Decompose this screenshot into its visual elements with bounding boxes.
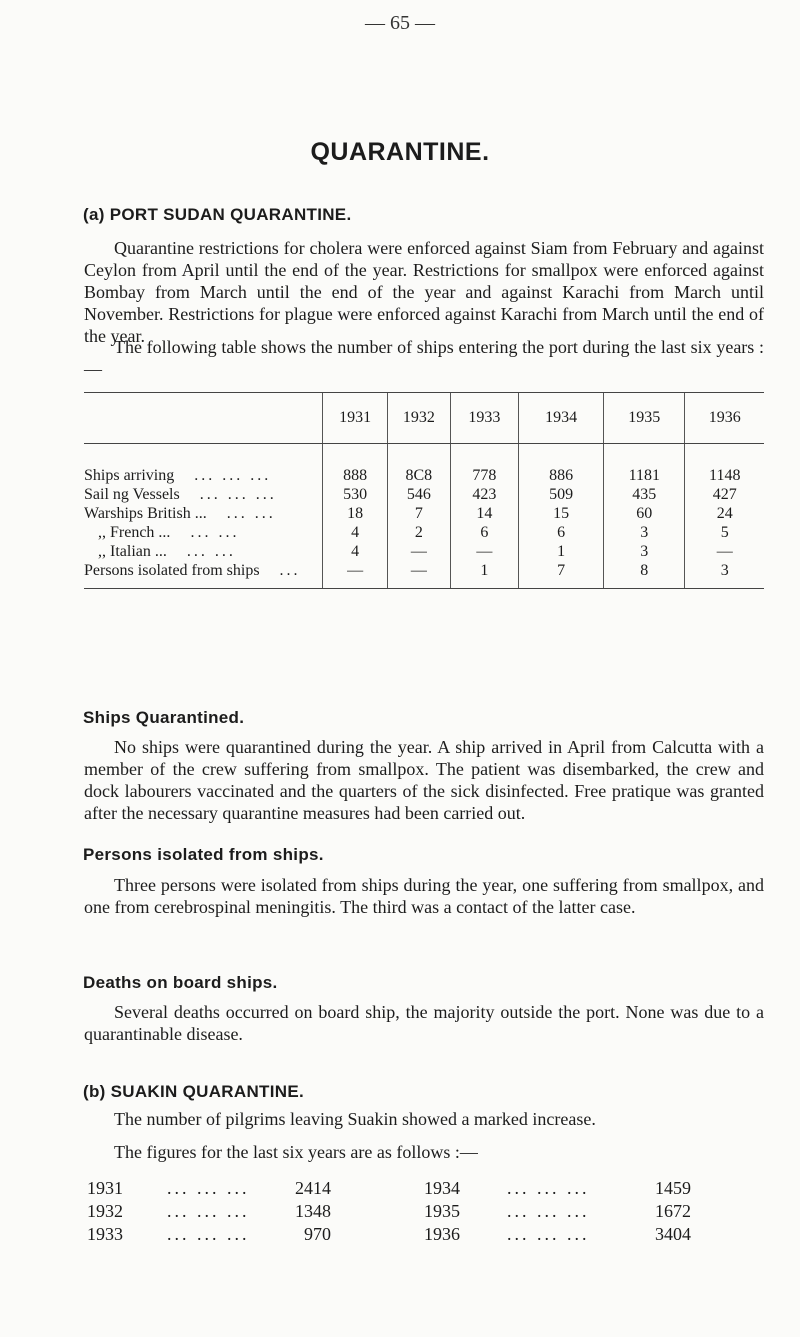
table-header-row <box>84 393 764 444</box>
table-cell: 509 <box>519 485 604 504</box>
pilgrim-count: 1459 <box>655 1178 691 1198</box>
ships-table <box>84 392 764 589</box>
table-cell: 427 <box>685 485 764 504</box>
pilgrim-year: 1933 <box>87 1224 123 1244</box>
table-cell: 7 <box>519 561 604 580</box>
section-a-paragraph-2: The following table shows the number of ships entering the port during the last six years :— <box>84 337 764 379</box>
table-row <box>84 523 764 542</box>
table-cell: 778 <box>450 466 518 485</box>
table-cell: 15 <box>519 504 604 523</box>
table-cell: 8C8 <box>387 466 450 485</box>
pilgrim-year: 1936 <box>424 1224 460 1244</box>
list-item <box>87 1200 727 1223</box>
table-cell: 18 <box>323 504 388 523</box>
pilgrim-count: 970 <box>304 1224 331 1244</box>
table-cell: 8 <box>604 561 685 580</box>
table-cell: 888 <box>323 466 388 485</box>
table-cell: — <box>323 561 388 580</box>
leader-dots: ... ... ... <box>507 1201 590 1221</box>
table-header-label <box>84 393 323 444</box>
pilgrim-year: 1932 <box>87 1201 123 1221</box>
table-row <box>84 542 764 561</box>
table-cell: 1 <box>519 542 604 561</box>
row-label: Ships arriving ... ... ... <box>84 466 272 484</box>
table-cell: 530 <box>323 485 388 504</box>
page-title: QUARANTINE. <box>310 138 490 166</box>
persons-isolated-heading: Persons isolated from ships. <box>83 845 324 864</box>
row-label: Warships British ... ... ... <box>84 504 276 522</box>
table-cell: 60 <box>604 504 685 523</box>
pilgrim-count: 1672 <box>655 1201 691 1221</box>
table-header-year: 1936 <box>685 393 764 444</box>
section-b-paragraph-1: The number of pilgrims leaving Suakin showed a marked increase. <box>114 1109 596 1129</box>
pilgrim-year: 1931 <box>87 1178 123 1198</box>
row-label: Sail ng Vessels ... ... ... <box>84 485 277 503</box>
pilgrim-year: 1934 <box>424 1178 460 1198</box>
table-cell: 1148 <box>685 466 764 485</box>
table-cell: 24 <box>685 504 764 523</box>
section-a-paragraph-1: Quarantine restrictions for cholera were enforced against Siam from February and against Ceylon from April until the end of the year. Restrictions for smallpox were enforced against Bombay from March until the end of the year and against Karachi from March until November. Restrictions for plague were enforced against Karachi from March until the end of the year. <box>84 238 764 346</box>
page-number: — 65 — <box>365 12 435 34</box>
table-header-year: 1935 <box>604 393 685 444</box>
table-cell: 7 <box>387 504 450 523</box>
table-cell: 4 <box>323 523 388 542</box>
table-header-year: 1932 <box>387 393 450 444</box>
table-cell: 1 <box>450 561 518 580</box>
section-b-heading: (b) SUAKIN QUARANTINE. <box>83 1082 304 1101</box>
pilgrim-count: 2414 <box>295 1178 331 1198</box>
row-label: Persons isolated from ships ... <box>84 561 301 579</box>
table-row <box>84 485 764 504</box>
table-header-year: 1931 <box>323 393 388 444</box>
table-cell: — <box>387 542 450 561</box>
row-label: ,, French ... ... ... <box>98 523 240 541</box>
table-cell: 6 <box>450 523 518 542</box>
section-b-paragraph-2: The figures for the last six years are as follows :— <box>114 1142 478 1162</box>
row-label: ,, Italian ... ... ... <box>98 542 236 560</box>
table-cell: 3 <box>685 561 764 580</box>
pilgrim-count: 3404 <box>655 1224 691 1244</box>
table-row <box>84 466 764 485</box>
table-row <box>84 504 764 523</box>
table-cell: 14 <box>450 504 518 523</box>
deaths-heading: Deaths on board ships. <box>83 973 278 992</box>
table-cell: — <box>685 542 764 561</box>
pilgrim-count: 1348 <box>295 1201 331 1221</box>
table-row <box>84 561 764 580</box>
table-cell: 3 <box>604 523 685 542</box>
list-item <box>87 1177 727 1200</box>
ships-quarantined-text: No ships were quarantined during the year. A ship arrived in April from Calcutta with a member of the crew suffering from smallpox. The patient was disembarked, the crew and dock labourers vaccinated and the quarters of the sick disinfected. Free pratique was granted after the necessary quarantine measures had been carried out. <box>84 737 764 823</box>
table-cell: 6 <box>519 523 604 542</box>
deaths-text: Several deaths occurred on board ship, the majority outside the port. None was due to a quarantinable disease. <box>84 1002 764 1044</box>
table-cell: 886 <box>519 466 604 485</box>
pilgrims-list <box>87 1177 727 1246</box>
leader-dots: ... ... ... <box>507 1178 590 1198</box>
pilgrim-year: 1935 <box>424 1201 460 1221</box>
table-cell: 423 <box>450 485 518 504</box>
ships-quarantined-heading: Ships Quarantined. <box>83 708 245 727</box>
section-a-heading: (a) PORT SUDAN QUARANTINE. <box>83 205 352 224</box>
leader-dots: ... ... ... <box>167 1201 250 1221</box>
table-cell: — <box>450 542 518 561</box>
table-cell: 5 <box>685 523 764 542</box>
table-header-year: 1933 <box>450 393 518 444</box>
table-cell: 546 <box>387 485 450 504</box>
leader-dots: ... ... ... <box>167 1224 250 1244</box>
table-cell: 4 <box>323 542 388 561</box>
table-cell: 435 <box>604 485 685 504</box>
persons-isolated-text: Three persons were isolated from ships during the year, one suffering from smallpox, and one from cerebrospinal meningitis. The third was a contact of the latter case. <box>84 875 764 917</box>
leader-dots: ... ... ... <box>167 1178 250 1198</box>
table-cell: — <box>387 561 450 580</box>
table-cell: 1181 <box>604 466 685 485</box>
table-cell: 3 <box>604 542 685 561</box>
table-cell: 2 <box>387 523 450 542</box>
leader-dots: ... ... ... <box>507 1224 590 1244</box>
list-item <box>87 1223 727 1246</box>
table-header-year: 1934 <box>519 393 604 444</box>
